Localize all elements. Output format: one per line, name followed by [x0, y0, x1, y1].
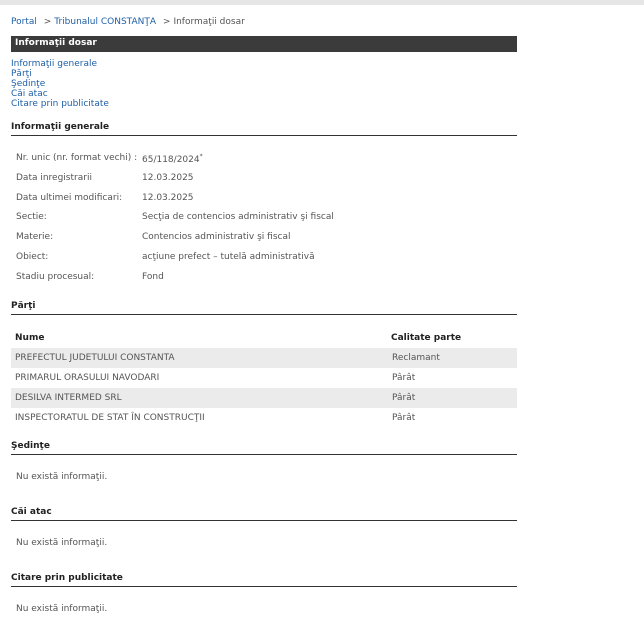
empty-message: Nu există informaţii. [16, 472, 108, 482]
empty-message: Nu există informaţii. [16, 604, 108, 614]
info-label: Obiect: [16, 252, 49, 262]
column-header-name: Nume [15, 333, 45, 343]
table-row [11, 408, 517, 428]
party-role: Pârât [392, 373, 416, 383]
info-value: acţiune prefect – tutelă administrativă [142, 252, 315, 262]
section-title: Informaţii generale [11, 122, 110, 132]
party-name: INSPECTORATUL DE STAT ÎN CONSTRUCŢII [15, 413, 205, 423]
section-title: Părţi [11, 301, 36, 311]
nav-link-hearings[interactable]: Şedinţe [11, 79, 46, 89]
breadcrumb-portal-link[interactable]: Portal [11, 17, 37, 27]
info-label: Nr. unic (nr. format vechi) : [16, 153, 138, 163]
info-value: Contencios administrativ şi fiscal [142, 232, 291, 242]
info-label: Materie: [16, 232, 54, 242]
nav-link-parties[interactable]: Părţi [11, 69, 32, 79]
section-heading-citation [11, 572, 517, 587]
info-value: 12.03.2025 [142, 193, 194, 203]
info-value [142, 153, 203, 165]
info-label: Stadiu procesual: [16, 272, 95, 282]
info-value: 12.03.2025 [142, 173, 194, 183]
section-title: Şedinţe [11, 441, 50, 451]
party-name: DESILVA INTERMED SRL [15, 393, 122, 403]
table-header [11, 330, 517, 346]
top-strip [0, 0, 644, 5]
info-label: Data inregistrarii [16, 173, 92, 183]
table-row [11, 388, 517, 408]
nav-link-general[interactable]: Informaţii generale [11, 59, 97, 69]
empty-message: Nu există informaţii. [16, 538, 108, 548]
info-label: Sectie: [16, 212, 47, 222]
section-heading-general [11, 121, 517, 136]
info-value: Secţia de contencios administrativ şi fiscal [142, 212, 334, 222]
party-name: PRIMARUL ORASULUI NAVODARI [15, 373, 160, 383]
breadcrumb-separator: > [43, 17, 52, 27]
section-heading-hearings [11, 440, 517, 455]
nav-link-appeals[interactable]: Căi atac [11, 89, 48, 99]
table-row [11, 348, 517, 368]
section-title: Citare prin publicitate [11, 573, 123, 583]
party-role: Reclamant [392, 353, 440, 363]
page-title-bar [11, 36, 517, 52]
section-heading-appeals [11, 506, 517, 521]
breadcrumb-tribunal-link[interactable]: Tribunalul CONSTANŢA [54, 17, 157, 27]
section-nav [11, 59, 109, 109]
column-header-role: Calitate parte [391, 333, 462, 343]
breadcrumb-current: Informaţii dosar [173, 17, 245, 27]
party-name: PREFECTUL JUDETULUI CONSTANTA [15, 353, 175, 363]
info-label: Data ultimei modificari: [16, 193, 123, 203]
section-title: Căi atac [11, 507, 52, 517]
case-number-marker: * [199, 153, 203, 160]
breadcrumb [11, 17, 245, 27]
info-value: Fond [142, 272, 164, 282]
section-heading-parties [11, 300, 517, 315]
party-role: Pârât [392, 393, 416, 403]
nav-link-citation[interactable]: Citare prin publicitate [11, 99, 109, 109]
breadcrumb-separator: > [162, 17, 171, 27]
page-title: Informaţii dosar [15, 38, 97, 48]
table-row [11, 368, 517, 388]
party-role: Pârât [392, 413, 416, 423]
case-number: 65/118/2024 [142, 155, 200, 165]
